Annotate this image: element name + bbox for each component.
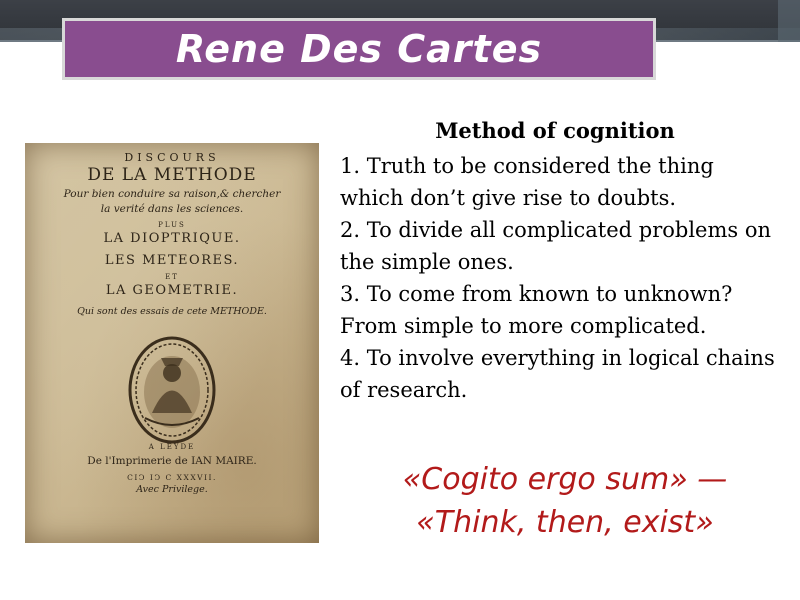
book-a-leyde: A LEYDE <box>148 443 196 451</box>
method-item-3: 3. To come from known to unknown? From simple to more complicated. <box>340 282 733 338</box>
book-title-page-image <box>25 143 319 543</box>
book-title: DE LA METHODE <box>87 165 257 185</box>
method-item-4: 4. To involve everything in logical chains of research. <box>340 346 775 402</box>
book-dioptrique: LA DIOPTRIQUE. <box>103 231 241 246</box>
book-privilege: Avec Privilege. <box>136 484 208 495</box>
cogito-quote <box>345 458 785 544</box>
book-plus: PLUS <box>158 221 186 229</box>
book-discours: DISCOURS <box>124 151 220 164</box>
quote-line-latin: «Cogito ergo sum» — <box>402 462 728 497</box>
book-qui-sont: Qui sont des essais de cete METHODE. <box>77 306 267 317</box>
book-et: ET <box>165 273 179 281</box>
book-subtitle-line1: Pour bien conduire sa raison,& chercher <box>63 188 281 200</box>
printer-emblem-icon <box>117 328 227 453</box>
book-subtitle-line2: la verité dans les sciences. <box>100 203 244 215</box>
book-imprimerie: De l'Imprimerie de IAN MAIRE. <box>87 455 257 467</box>
quote-line-english: «Think, then, exist» <box>416 505 714 540</box>
book-geometrie: LA GEOMETRIE. <box>105 283 239 298</box>
title-banner <box>62 18 656 80</box>
book-meteores: LES METEORES. <box>104 253 240 268</box>
slide-title: Rene Des Cartes <box>175 27 543 71</box>
method-list <box>340 150 780 406</box>
header-accent <box>778 0 800 42</box>
method-heading: Method of cognition <box>435 118 675 143</box>
book-date: CIϽ IϽ C XXXVII. <box>127 473 217 482</box>
method-item-1: 1. Truth to be considered the thing which don’t give rise to doubts. <box>340 154 714 210</box>
method-item-2: 2. To divide all complicated problems on the simple ones. <box>340 218 772 274</box>
